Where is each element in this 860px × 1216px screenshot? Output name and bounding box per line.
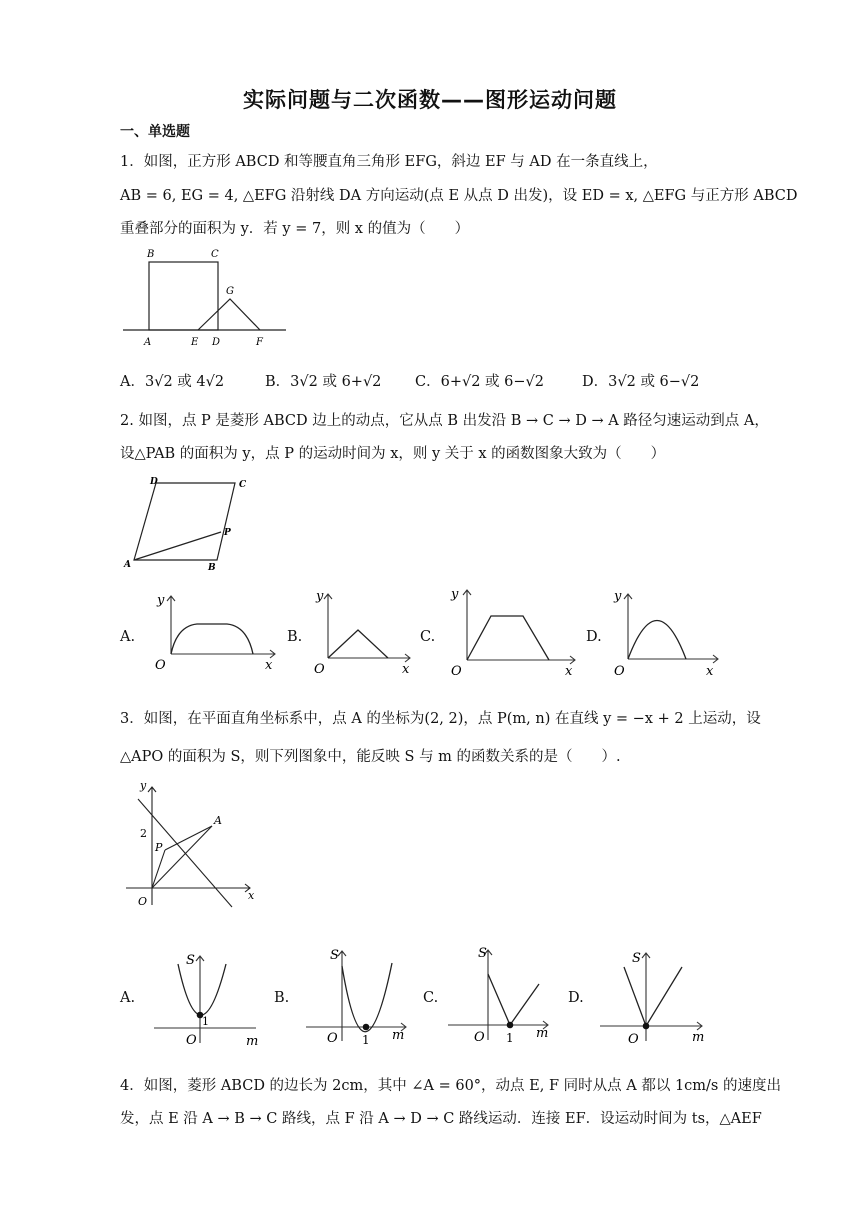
q1-line-2: AB = 6, EG = 4, △EFG 沿射线 DA 方向运动(点 E 从点 D 出发)，设 ED = x, △EFG 与正方形 ABCD xyxy=(120,188,798,204)
q1-label-d: D xyxy=(212,337,221,348)
q3-option-c: C. xyxy=(423,990,439,1006)
q3-option-a: A. xyxy=(120,990,136,1006)
q1-option-b: B．3√2 或 6+√2 xyxy=(265,374,382,390)
svg-text:O: O xyxy=(327,1031,338,1046)
q3-graph-d xyxy=(596,945,711,1050)
svg-text:y: y xyxy=(157,593,165,608)
q2-label-c: C xyxy=(239,480,247,490)
q1-option-d: D．3√2 或 6−√2 xyxy=(582,374,700,390)
q1-option-a: A．3√2 或 4√2 xyxy=(120,374,225,390)
svg-text:x: x xyxy=(565,664,573,679)
q2-option-d: D. xyxy=(586,629,602,645)
page-title: 实际问题与二次函数——图形运动问题 xyxy=(243,88,617,112)
q3-line-1: 3．如图，在平面直角坐标系中，点 A 的坐标为(2, 2)，点 P(m, n) 在直线 y = −x + 2 上运动，设 xyxy=(120,711,761,727)
q1-option-c: C．6+√2 或 6−√2 xyxy=(415,374,545,390)
q1-line-1: 1．如图，正方形 ABCD 和等腰直角三角形 EFG，斜边 EF 与 AD 在一条直线上， xyxy=(120,154,658,170)
svg-text:S: S xyxy=(632,951,641,966)
q1-label-b: B xyxy=(147,249,155,260)
q2-option-b: B. xyxy=(287,629,303,645)
q2-label-b: B xyxy=(208,563,216,572)
q3-option-b: B. xyxy=(274,990,290,1006)
q2-line-2: 设△PAB 的面积为 y，点 P 的运动时间为 x，则 y 关于 x 的函数图象大致为（ ） xyxy=(120,446,666,462)
svg-text:m: m xyxy=(692,1030,705,1045)
svg-text:2: 2 xyxy=(140,827,147,840)
q3-graph-c xyxy=(444,940,556,1052)
svg-text:O: O xyxy=(628,1032,639,1047)
q4-line-2: 发，点 E 沿 A → B → C 路线，点 F 沿 A → D → C 路线运动．连接 EF．设运动时间为 ts，△AEF xyxy=(120,1111,762,1127)
svg-text:1: 1 xyxy=(202,1015,209,1028)
svg-text:O: O xyxy=(474,1030,485,1045)
svg-text:1: 1 xyxy=(362,1033,370,1047)
q2-graph-a xyxy=(145,590,280,670)
svg-text:A: A xyxy=(214,814,222,827)
svg-text:x: x xyxy=(248,889,255,902)
svg-text:y: y xyxy=(316,589,324,604)
svg-text:m: m xyxy=(392,1028,405,1043)
q2-label-p: P xyxy=(224,528,231,538)
q1-label-a: A xyxy=(144,337,152,348)
q1-label-c: C xyxy=(211,249,219,260)
q3-option-d: D. xyxy=(568,990,584,1006)
svg-text:S: S xyxy=(478,946,487,961)
svg-text:O: O xyxy=(138,895,148,908)
q2-figure xyxy=(120,474,255,572)
svg-text:O: O xyxy=(186,1033,197,1048)
q3-line-2: △APO 的面积为 S，则下列图象中，能反映 S 与 m 的函数关系的是（ ）. xyxy=(120,749,621,765)
svg-text:S: S xyxy=(186,953,195,968)
q2-option-c: C. xyxy=(420,629,436,645)
svg-text:y: y xyxy=(451,587,459,602)
q2-label-a: A xyxy=(124,560,131,570)
svg-text:P: P xyxy=(155,841,163,854)
svg-text:O: O xyxy=(155,658,166,670)
svg-text:x: x xyxy=(706,664,714,678)
q2-graph-d xyxy=(608,584,723,678)
q3-graph-a xyxy=(148,948,266,1048)
svg-text:x: x xyxy=(402,662,410,676)
q3-figure xyxy=(120,777,265,912)
q3-graph-b xyxy=(302,941,417,1051)
q2-graph-c xyxy=(447,582,582,680)
svg-text:x: x xyxy=(265,658,273,670)
svg-text:O: O xyxy=(314,662,325,676)
q2-label-d: D xyxy=(150,477,158,487)
q1-figure xyxy=(118,244,293,350)
q2-graph-b xyxy=(302,584,417,676)
svg-text:1: 1 xyxy=(506,1031,514,1045)
svg-text:S: S xyxy=(330,948,339,963)
svg-text:m: m xyxy=(536,1026,549,1041)
svg-text:y: y xyxy=(614,589,622,604)
q4-line-1: 4．如图，菱形 ABCD 的边长为 2cm，其中 ∠A = 60°，动点 E, F 同时从点 A 都以 1cm/s 的速度出 xyxy=(120,1078,781,1094)
q1-line-3: 重叠部分的面积为 y．若 y = 7，则 x 的值为（ ） xyxy=(120,221,470,237)
section-heading: 一、单选题 xyxy=(120,124,190,140)
q1-label-g: G xyxy=(226,286,234,297)
q2-line-1: 2. 如图，点 P 是菱形 ABCD 边上的动点，它从点 B 出发沿 B → C → D → A 路径匀速运动到点 A， xyxy=(120,413,769,429)
svg-text:O: O xyxy=(614,664,625,678)
svg-text:y: y xyxy=(140,779,147,792)
q1-label-f: F xyxy=(256,337,263,348)
q1-label-e: E xyxy=(191,337,199,348)
q2-option-a: A. xyxy=(120,629,136,645)
svg-text:m: m xyxy=(246,1034,259,1048)
svg-text:O: O xyxy=(451,664,462,679)
